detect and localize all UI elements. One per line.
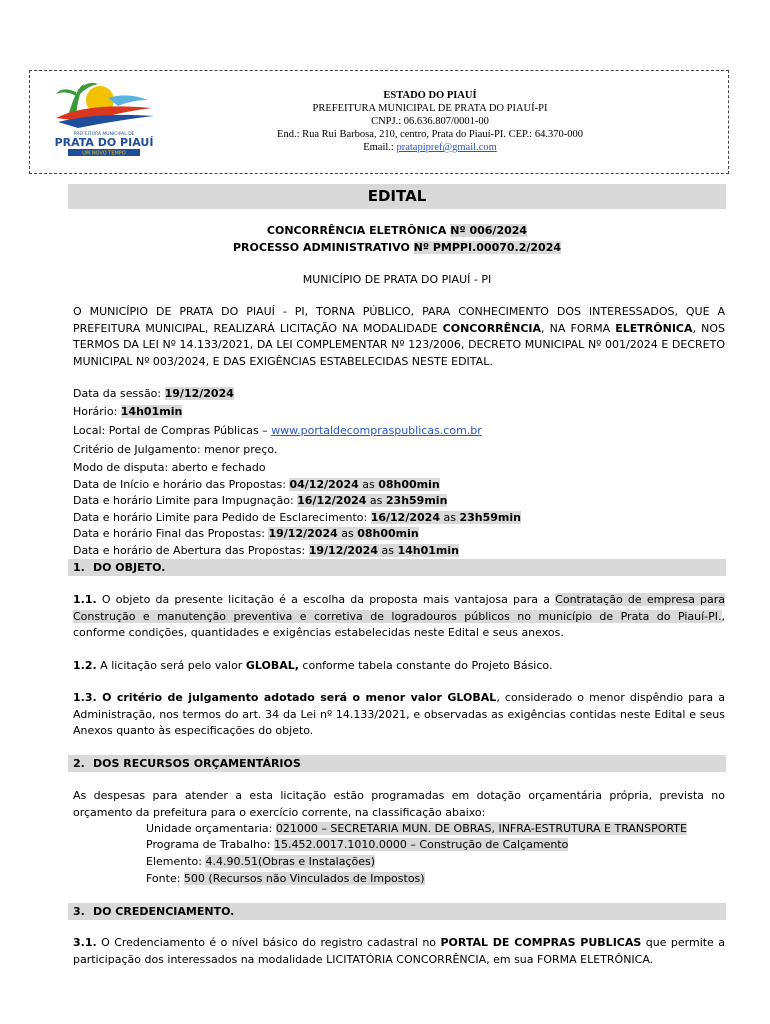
- email-line: [180, 141, 680, 154]
- budget-element: Elemento: 4.4.90.51(Obras e Instalações): [146, 855, 376, 868]
- portal-link[interactable]: www.portaldecompraspublicas.com.br: [271, 424, 482, 437]
- cnpj: CNPJ.: 06.636.807/0001-00: [371, 116, 489, 127]
- logo-title: PRATA DO PIAUÍ: [54, 136, 154, 149]
- clause-1-1: 1.1. O objeto da presente licitação é a escolha da proposta mais vantajosa para a Contratação de empresa para Construção e manutenção preventiva e corretiva de logradouros públicos no município de Prata do Piauí-PI., conforme condições, quantidades e exigências estabelecidas neste Edital e seus anexos.: [73, 593, 725, 639]
- concorrencia-number: Nº 006/2024: [450, 224, 528, 237]
- municipality-line: MUNICÍPIO DE PRATA DO PIAUÍ - PI: [302, 273, 492, 286]
- session-date: Data da sessão: 19/12/2024: [73, 387, 234, 400]
- impugnation-limit: Data e horário Limite para Impugnação: 16/12/2024 as 23h59min: [73, 494, 448, 507]
- proposal-end: Data e horário Final das Propostas: 19/12/2024 as 08h00min: [73, 527, 419, 540]
- section-heading-objeto: 1. DO OBJETO.: [68, 559, 726, 576]
- budget-program: Programa de Trabalho: 15.452.0017.1010.0000 – Construção de Calçamento: [146, 838, 569, 851]
- section-heading-recursos: 2. DOS RECURSOS ORÇAMENTÁRIOS: [68, 755, 726, 772]
- proposal-opening: Data e horário de Abertura das Propostas: 19/12/2024 as 14h01min: [73, 544, 459, 557]
- budget-unit: Unidade orçamentaria: 021000 – SECRETARIA MUN. DE OBRAS, INFRA-ESTRUTURA E TRANSPORTE: [146, 822, 687, 835]
- dispute-mode: Modo de disputa: aberto e fechado: [73, 461, 266, 474]
- clarification-limit: Data e horário Limite para Pedido de Esclarecimento: 16/12/2024 as 23h59min: [73, 511, 521, 524]
- email-label: Email.:: [363, 142, 397, 153]
- clause-1-3: 1.3. O critério de julgamento adotado será o menor valor GLOBAL, considerado o menor dispêndio para a Administração, nos termos do art. 34 da Lei nº 14.133/2021, e observadas as exigências contidas neste Edital e seus Anexos quanto às especificações do objeto.: [73, 691, 725, 737]
- logo-slogan: UM NOVO TEMPO: [82, 150, 126, 157]
- budget-paragraph: As despesas para atender a esta licitação estão programadas em dotação orçamentária própria, prevista no orçamento da prefeitura para o exercício corrente, na classificação abaixo:: [73, 789, 725, 819]
- municipality-logo: [48, 78, 160, 160]
- subtitle-block: [68, 222, 726, 256]
- address: End.: Rua Rui Barbosa, 210, centro, Prata do Piauí-PI. CEP.: 64.370-000: [277, 129, 583, 140]
- logo-caption-top: PREFEITURA MUNICIPAL DE: [73, 132, 135, 137]
- intro-paragraph: O MUNICÍPIO DE PRATA DO PIAUÍ - PI, TORNA PÚBLICO, PARA CONHECIMENTO DOS INTERESSADOS, QUE A PREFEITURA MUNICIPAL, REALIZARÁ LICITAÇÃO NA MODALIDADE CONCORRÊNCIA, NA FORMA ELETRÔNICA, NOS TERMOS DA LEI Nº 14.133/2021, DA LEI COMPLEMENTAR Nº 123/2006, DECRETO MUNICIPAL Nº 001/2024 E DECRETO MUNICIPAL Nº 003/2024, E DAS EXIGÊNCIAS ESTABELECIDAS NESTE EDITAL.: [73, 305, 725, 368]
- processo-line: PROCESSO ADMINISTRATIVO Nº PMPPI.00070.2/2024: [232, 241, 562, 254]
- prefecture-name: PREFEITURA MUNICIPAL DE PRATA DO PIAUÍ-PI: [312, 103, 548, 114]
- email-link[interactable]: pratapipref@gmail.com: [396, 142, 497, 153]
- clause-1-2: 1.2. A licitação será pelo valor GLOBAL, conforme tabela constante do Projeto Básico.: [73, 659, 553, 672]
- judgment-criterion: Critério de Julgamento: menor preço.: [73, 443, 278, 456]
- processo-number: Nº PMPPI.00070.2/2024: [413, 241, 562, 254]
- concorrencia-line: CONCORRÊNCIA ELETRÔNICA Nº 006/2024: [266, 224, 528, 237]
- clause-3-1: 3.1. O Credenciamento é o nível básico do registro cadastral no PORTAL DE COMPRAS PUBLICAS que permite a participação dos interessados na modalidade LICITATÓRIA CONCORRÊNCIA, em sua FORMA ELETRÔNICA.: [73, 936, 726, 966]
- budget-source: Fonte: 500 (Recursos não Vinculados de Impostos): [146, 872, 425, 885]
- document-title: EDITAL: [68, 184, 726, 209]
- state-name: ESTADO DO PIAUÍ: [383, 90, 477, 101]
- section-heading-credenciamento: 3. DO CREDENCIAMENTO.: [68, 903, 726, 920]
- proposal-start: Data de Início e horário das Propostas: 04/12/2024 as 08h00min: [73, 478, 440, 491]
- session-time: Horário: 14h01min: [73, 405, 183, 418]
- letterhead-text: [180, 89, 680, 154]
- session-local: Local: Portal de Compras Públicas – www.portaldecompraspublicas.com.br: [73, 424, 482, 437]
